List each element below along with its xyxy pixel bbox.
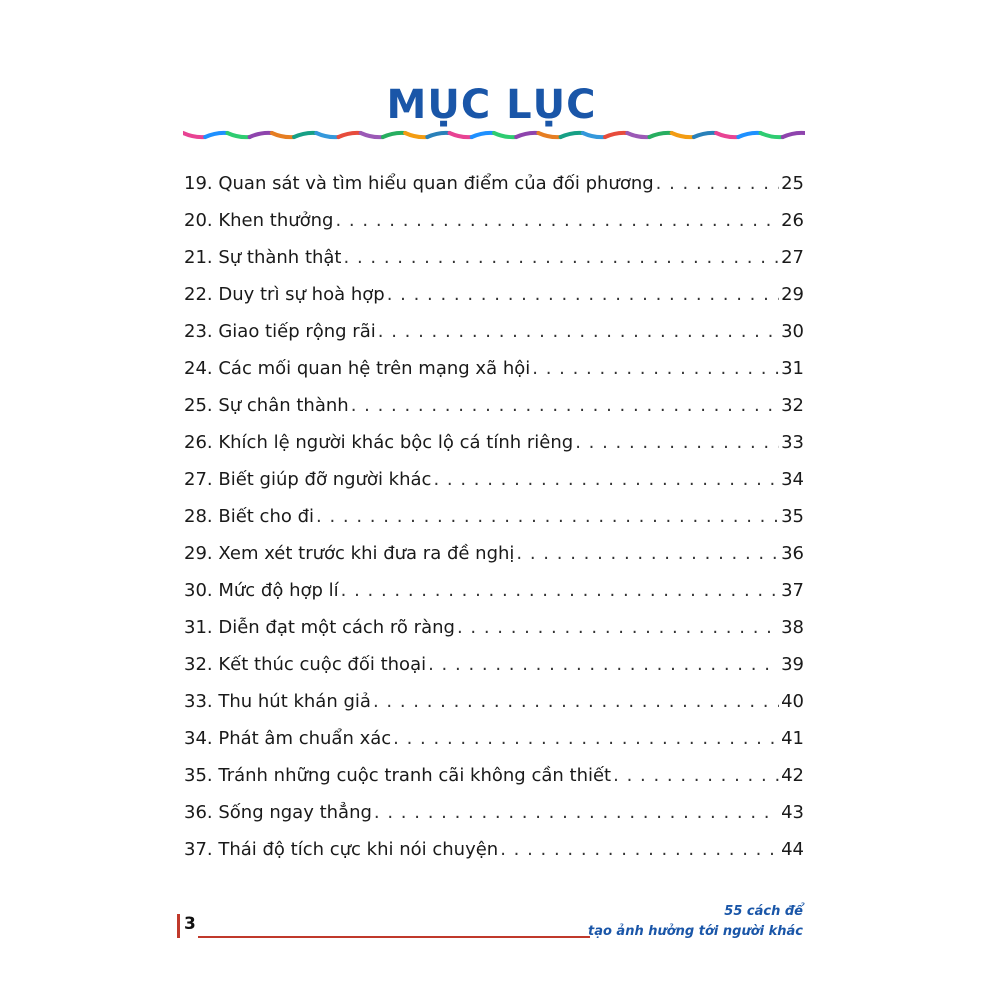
toc-entry	[184, 720, 804, 757]
wave-segment	[294, 133, 316, 137]
toc-entry-page: 35	[781, 506, 804, 527]
wave-segment	[761, 133, 783, 137]
dot-leader	[393, 720, 779, 757]
toc-entry-page: 37	[781, 580, 804, 601]
toc-entry-page: 27	[781, 247, 804, 268]
dot-leader	[341, 572, 779, 609]
toc-entry	[184, 572, 804, 609]
dot-leader	[378, 313, 779, 350]
dot-leader	[344, 239, 780, 276]
toc-entry	[184, 646, 804, 683]
toc-entry	[184, 387, 804, 424]
wave-segment	[516, 133, 538, 137]
toc-entry-title: 37. Thái độ tích cực khi nói chuyện	[184, 839, 499, 860]
page-title: MỤC LỤC	[386, 82, 597, 128]
toc-entry-title: 33. Thu hút khán giả	[184, 691, 371, 712]
toc-entry-page: 39	[781, 654, 804, 675]
toc-entry-title: 34. Phát âm chuẩn xác	[184, 728, 392, 749]
wave-segment	[716, 133, 738, 137]
toc-entry-title: 21. Sự thành thật	[184, 247, 342, 268]
toc-entry-title: 31. Diễn đạt một cách rõ ràng	[184, 617, 455, 638]
wave-segment	[538, 133, 560, 137]
wave-segment	[361, 133, 383, 137]
toc-entry-page: 33	[781, 432, 804, 453]
dot-leader	[335, 202, 779, 239]
wave-segment	[272, 133, 294, 137]
dot-leader	[387, 276, 779, 313]
dot-leader	[433, 461, 779, 498]
dot-leader	[316, 498, 779, 535]
footer-rule	[198, 936, 590, 938]
dot-leader	[516, 535, 779, 572]
wave-segment	[205, 133, 227, 137]
dot-leader	[656, 165, 779, 202]
dot-leader	[428, 646, 779, 683]
toc-entry-page: 40	[781, 691, 804, 712]
book-title-line2: tạo ảnh hưởng tới người khác	[587, 924, 803, 939]
toc-entry	[184, 350, 804, 387]
toc-entry	[184, 498, 804, 535]
wave-segment	[339, 133, 361, 137]
toc-entry-title: 26. Khích lệ người khác bộc lộ cá tính riêng	[184, 432, 574, 453]
toc-entry	[184, 831, 804, 868]
toc-entry-page: 44	[781, 839, 804, 860]
dot-leader	[374, 794, 779, 831]
toc-entry-page: 43	[781, 802, 804, 823]
wave-segment	[472, 133, 494, 137]
toc-entry-title: 25. Sự chân thành	[184, 395, 349, 416]
wave-segment	[738, 133, 760, 137]
toc-entry-page: 34	[781, 469, 804, 490]
book-title-line1: 55 cách để	[724, 904, 803, 919]
wave-segment	[583, 133, 605, 137]
toc-entry	[184, 424, 804, 461]
dot-leader	[351, 387, 779, 424]
decorative-wave-divider	[183, 128, 805, 142]
toc-entry-title: 24. Các mối quan hệ trên mạng xã hội	[184, 358, 531, 379]
wave-segment	[605, 133, 627, 137]
toc-entry	[184, 609, 804, 646]
folio-marker	[177, 914, 180, 938]
dot-leader	[613, 757, 779, 794]
dot-leader	[373, 683, 779, 720]
toc-entry-title: 20. Khen thưởng	[184, 210, 334, 231]
toc-entry	[184, 239, 804, 276]
wave-segment	[494, 133, 516, 137]
toc-entry	[184, 683, 804, 720]
toc-entry	[184, 535, 804, 572]
toc-entry-title: 29. Xem xét trước khi đưa ra đề nghị	[184, 543, 515, 564]
toc-entry-title: 35. Tránh những cuộc tranh cãi không cần thiết	[184, 765, 612, 786]
wave-segment	[672, 133, 694, 137]
wave-segment	[427, 133, 449, 137]
dot-leader	[575, 424, 779, 461]
toc-entry-page: 26	[781, 210, 804, 231]
toc-entry	[184, 313, 804, 350]
dot-leader	[500, 831, 779, 868]
wave-segment	[250, 133, 272, 137]
toc-entry-title: 23. Giao tiếp rộng rãi	[184, 321, 376, 342]
toc-entry-title: 27. Biết giúp đỡ người khác	[184, 469, 432, 490]
toc-entry-page: 36	[781, 543, 804, 564]
dot-leader	[457, 609, 779, 646]
toc-entry-title: 22. Duy trì sự hoà hợp	[184, 284, 385, 305]
toc-entry-title: 28. Biết cho đi	[184, 506, 315, 527]
toc-entry-page: 41	[781, 728, 804, 749]
wave-segment	[561, 133, 583, 137]
toc-entry-title: 19. Quan sát và tìm hiểu quan điểm của đối phương	[184, 173, 654, 194]
wave-segment	[627, 133, 649, 137]
toc-entry	[184, 461, 804, 498]
toc-entry-page: 38	[781, 617, 804, 638]
toc-entry-page: 29	[781, 284, 804, 305]
wave-segment	[450, 133, 472, 137]
toc-entry-title: 32. Kết thúc cuộc đối thoại	[184, 654, 427, 675]
wave-segment	[316, 133, 338, 137]
toc-entry	[184, 202, 804, 239]
toc-entry	[184, 794, 804, 831]
toc-entry-title: 36. Sống ngay thẳng	[184, 802, 372, 823]
toc-entry	[184, 165, 804, 202]
toc-entry	[184, 276, 804, 313]
toc-entry-page: 31	[781, 358, 804, 379]
dot-leader	[532, 350, 779, 387]
toc-entry-page: 32	[781, 395, 804, 416]
wave-segment	[405, 133, 427, 137]
wave-segment	[650, 133, 672, 137]
page-number: 3	[184, 914, 196, 934]
toc-entry-page: 30	[781, 321, 804, 342]
toc-entry-page: 42	[781, 765, 804, 786]
wave-segment	[694, 133, 716, 137]
wave-segment	[783, 133, 805, 137]
table-of-contents	[184, 165, 804, 868]
toc-entry-page: 25	[781, 173, 804, 194]
toc-entry-title: 30. Mức độ hợp lí	[184, 580, 339, 601]
toc-entry	[184, 757, 804, 794]
wave-segment	[183, 133, 205, 137]
wave-segment	[227, 133, 249, 137]
wave-segment	[383, 133, 405, 137]
